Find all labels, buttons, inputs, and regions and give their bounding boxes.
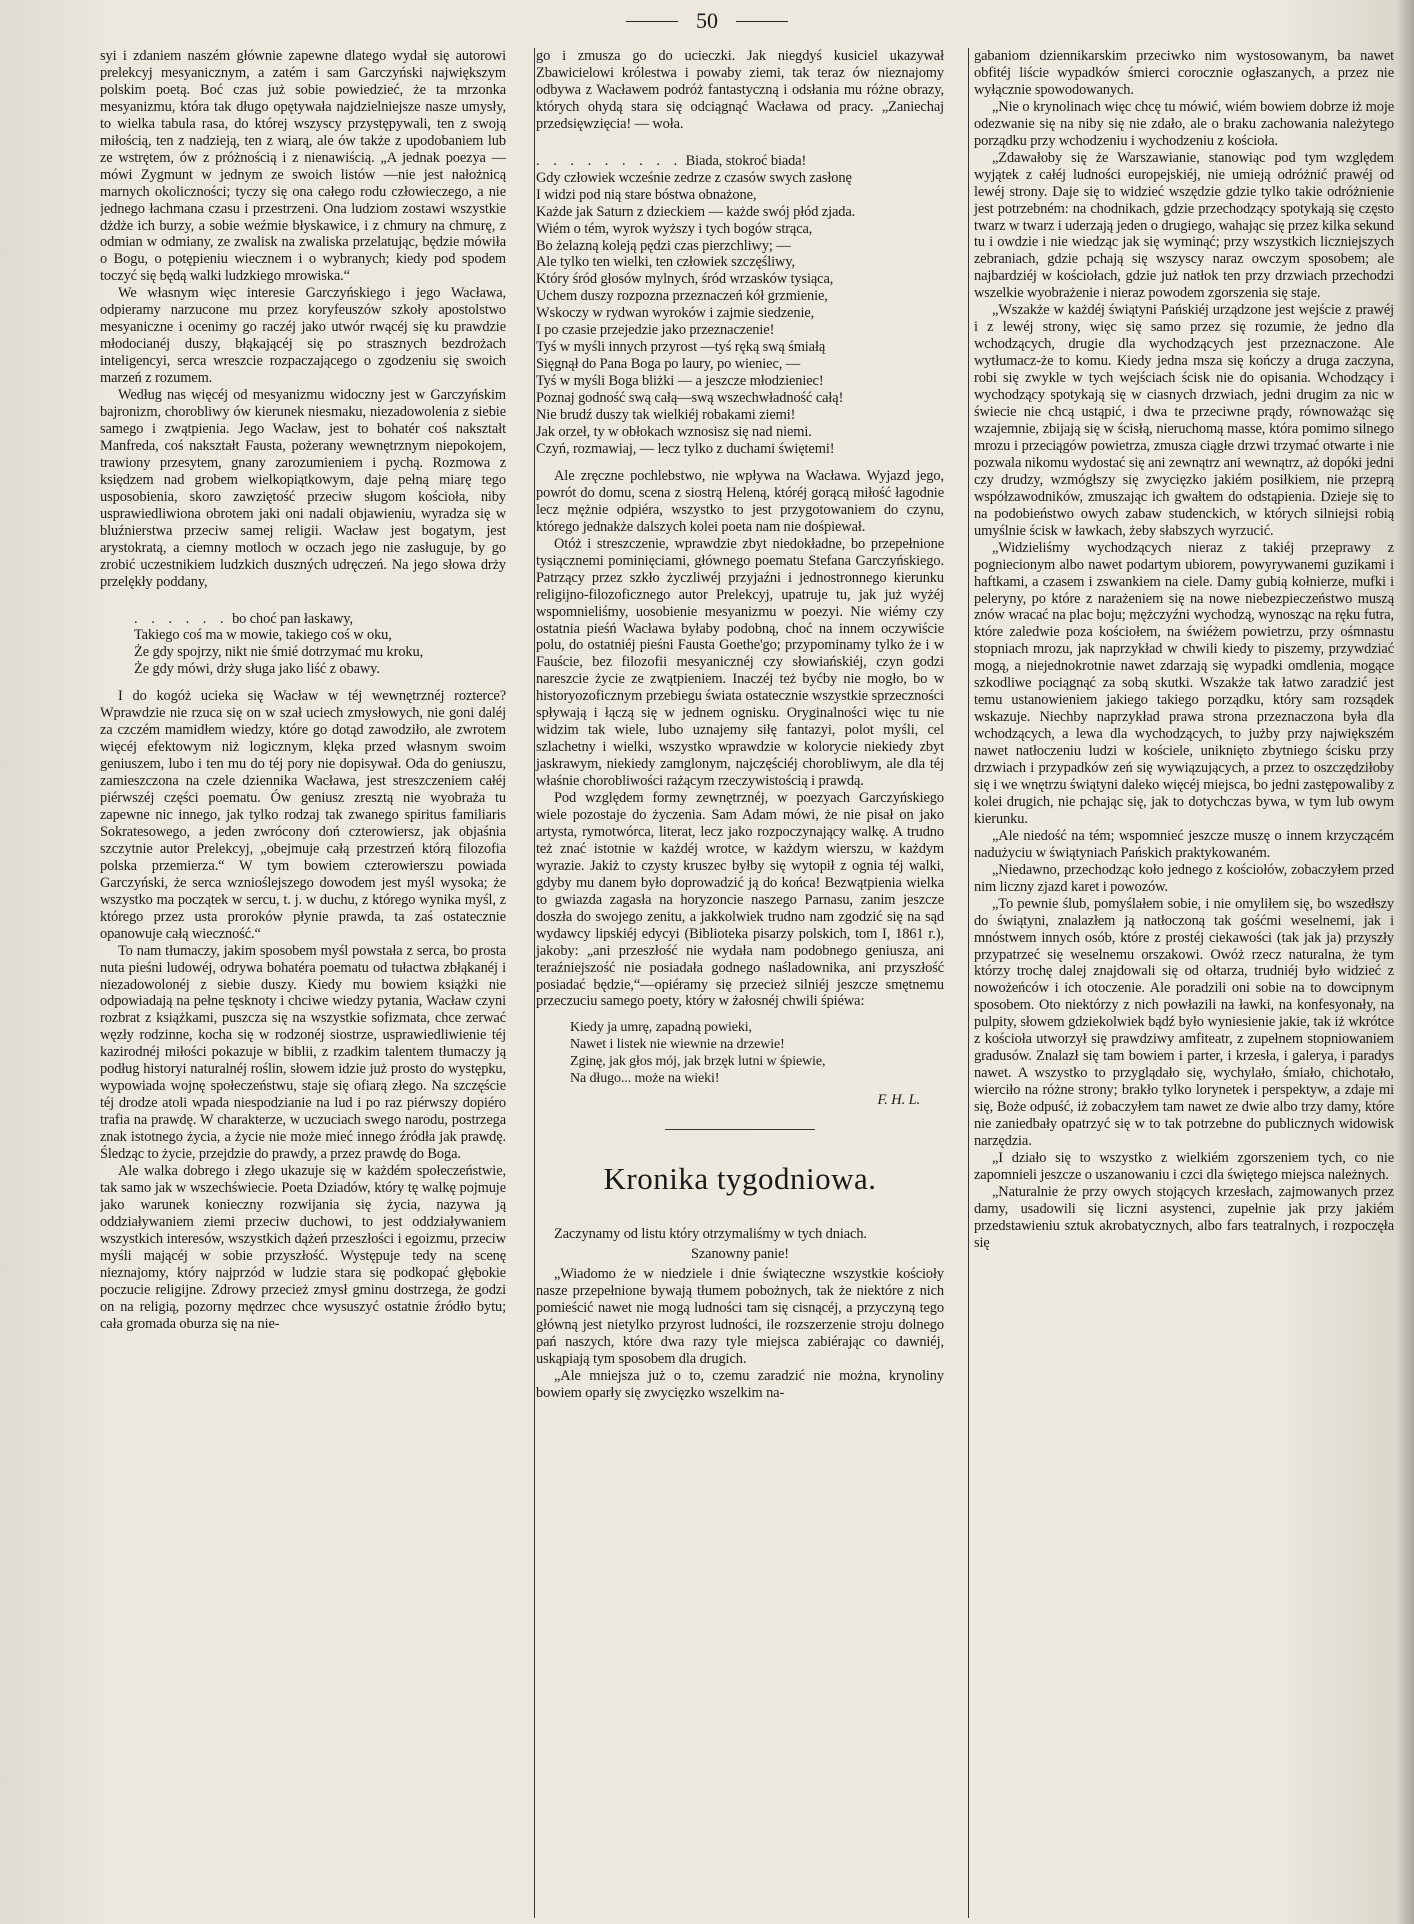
paragraph: We własnym więc interesie Garczyńskiego i jego Wacława, odpieramy narzucone mu przez koryfeuszów szkoły apostolstwo mesyaniczne i ocenimy go raczéj jako utwór rwącéj się ku prawdzie młodocianéj duszy, błąkającéj się po strasznych bezdrożach inteligencyi, serca wreszcie rozpaczającego o zgodzeniu się swoich marzeń z rozumem. bbox=[100, 285, 506, 387]
verse-line: Tyś w myśli Boga bliżki — a jeszcze młodzieniec! bbox=[536, 373, 824, 390]
verse-line: Ale tylko ten wielki, ten człowiek szczęśliwy, bbox=[536, 254, 796, 271]
verse-line: Takiego coś ma w mowie, takiego coś w oku, bbox=[134, 627, 392, 644]
verse-line: Nawet i listek nie wiewnie na drzewie! bbox=[570, 1037, 785, 1053]
paragraph: „Ale mniejsza już o to, czemu zaradzić nie można, krynoliny bowiem oparły się zwycięzko wszelkim na- bbox=[536, 1367, 944, 1401]
verse-quote bbox=[536, 153, 944, 458]
paragraph: I do kogóż ucieka się Wacław w téj wewnętrznéj rozterce? Wprawdzie nie rzuca się on w szał uciech zmysłowych, nie goni daléj za czczém mamidłem wiedzy, które go dotąd zawodziło, ale zwrotem więcéj efektowym niż logicznym, klęka przed własnym swoim geniuszem, lubo i ten mu do téj pory nie dopisywał. Oda do geniuszu, zamieszczona na czele dziennika Wacława, jest streszczeniem całéj piérwszéj części poematu. Ów geniusz zresztą nie wyobraża tu zapewne nic innego, jak tylko rodzaj tak zwanego spiritus familiaris Sokratesowego, a jeden zwrócony doń czterowiersz, jak objaśnia szczytnie autor Prelekcyj, „obejmuje całą przestrzeń którą filozofia polska przemierza.“ W tym bowiem czterowierszu powiada Garczyński, że serca wznioślejszego dowodem jest myśl wysoka; że wszystko ma początek w sercu, t. j. w duchu, z którego wynika myśl, z którego przez usta proroków płynie prawda, ta zaś ostatecznie opanowuje całą wieczność.“ bbox=[100, 688, 506, 942]
verse-line: I widzi pod nią stare bóstwa obnażone, bbox=[536, 186, 757, 203]
verse-line: Jak orzeł, ty w obłokach wznosisz się nad niemi. bbox=[536, 424, 812, 441]
paragraph: Pod względem formy zewnętrznéj, w poezyach Garczyńskiego wiele pozostaje do życzenia. Sam Adam mówi, że nie pisał on jako artysta, rymotwórca, literat, lecz jako rozpoczynający walkę. A trudno też znać istotnie w każdéj wrotce, w każdym wierszu, w każdym wyrazie. Jakiż to czysty kruszec byłby się wytopił z ognia téj walki, gdyby mu danem było doprowadzić ją do końca! Bezwątpienia wielka to gwiazda zagasła na horyzoncie naszego Parnasu, zanim jeszcze doszła do swojego zenitu, a jakkolwiek trudno nam zgodzić się na sąd wydawcy lipskiéj edycyi (Biblioteka pisarzy polskich, tom I, 1861 r.), jakoby: „ani przeszłość nie wydała nam podobnego geniusza, ani teraźniejszość nie posiadała godnego naśladownika, ani przyszłość posiadać będzie,“—opiéramy się przecież silniéj jeszcze smętnemu przeczuciu samego poety, który w żałosnéj chwili śpiéwa: bbox=[536, 790, 944, 1010]
paragraph: „Nie o krynolinach więc chcę tu mówić, wiém bowiem dobrze iż moje odezwanie się na niby się nie zdało, ale o braku zachowania należytego porządku przy wchodzeniu i wychodzeniu z kościoła. bbox=[974, 98, 1394, 149]
verse-line: Uchem duszy rozpozna przeznaczeń kół grzmienie, bbox=[536, 288, 828, 305]
paragraph: „Wszakże w każdéj świątyni Pańskiéj urządzone jest wejście z prawéj i z lewéj strony, więc się samo przez się rozumie, że jedno dla wchodzących, drugie dla wychodzących jest przeznaczone. Ale wytłumacz-że to komu. Kiedy jedna msza się kończy a druga zaczyna, robi się zwykle w tych wejściach ścisk nie do opisania. Wchodzący i wychodzący spotykają się w ciasnych drzwiach, jedni drugim za nic w świecie nie chcą ustąpić, i dwa te przeciwne prądy, równoważąc się wzajemnie, zbijają się w ścisłą, nieruchomą masse, która pomimo silnego mrozu i przeciągów powietrza, zmusza ciągłe drzwi trzymać otwarte i nie pozwala nikomu wydostać się ani zewnątrz ani wewnątrz, aż dopóki jedni czy drudzy, wzmógłszy się zwycięzko jakiém posiłkiem, nie przeprą współzawodników, zmuszając ich gwałtem do odstąpienia. Dzieje się to na podobieństwo owych zabaw studenckich, w których silniejsi robią umyślnie ścisk w ławkach, żeby słabszych wyrzucić. bbox=[974, 302, 1394, 539]
verse-line: . . . . . . . . . Biada, stokroć biada! bbox=[536, 152, 807, 169]
paragraph: Ale walka dobrego i złego ukazuje się w każdém społeczeństwie, tak samo jak w wszechświecie. Poeta Dziadów, który tę walkę pojmuje jako warunek konieczny rozwijania się życia, nazywa ją oddziaływaniem ziemi przeciw duchowi, to jest oddziaływaniem wszystkich interesów, wszystkich dążeń przeszłości i egoizmu, przeciw myśli mającéj w sobie przyszłość. Występuje tedy na scenę nieznajomy, który najprzód w ludzie stara się podkopać głębokie poczucie religijne. Zdrowy przecież zmysł gminu dostrzega, że godzi on na religią, pozorny mędrzec chce wysuszyć ostatnie źródło bytu; cała gromada oburza się na nie- bbox=[100, 1163, 506, 1332]
verse-line: Czyń, rozmawiaj, — lecz tylko z duchami świętemi! bbox=[536, 440, 835, 457]
verse-line: Że gdy spojrzy, nikt nie śmié dotrzymać mu kroku, bbox=[134, 644, 424, 661]
verse-line: Nie brudź duszy tak wielkiéj robakami ziemi! bbox=[536, 407, 796, 424]
paragraph: „Niedawno, przechodząc koło jednego z kościołów, zobaczyłem przed nim liczny zjazd karet i powozów. bbox=[974, 861, 1394, 895]
author-signature: F. H. L. bbox=[877, 1092, 920, 1109]
header-rule-left bbox=[626, 21, 678, 22]
paragraph: „Zdawałoby się że Warszawianie, stanowiąc pod tym względem wyjątek z całéj ludności europejskiéj, nie umieją odróżnić prawéj od lewéj strony. Daje się to widzieć wszędzie gdzie tylko takie odróżnienie jest potrzebném: na chodnikach, gdzie przechodzący spotykają się często twarz w twarz i uderzają jeden o drugiego, wahając się przez kilka sekund tu i owdzie i nie wiedząc jak się wyminąć; przy wszystkich liczniejszych zebraniach, gdzie pchają się wszyscy naraz owczym sposobem; ale najbardziéj w kościołach, gdzie już natłok ten przy drzwiach przechodzi wszelkie wyobrażenie i nieraz powodem zgorszenia się staje. bbox=[974, 149, 1394, 302]
paragraph: „I działo się to wszystko z wielkiém zgorszeniem tych, co nie zapomnieli jeszcze o uszanowaniu i czci dla świętego miejsca należnych. bbox=[974, 1149, 1394, 1183]
paragraph: „Widzieliśmy wychodzących nieraz z takiéj przeprawy z pogniecionym albo nawet podartym ubiorem, powyrywanemi guzikami i haftkami, a czasem i zswankiem na ciele. Damy gubią kołnierze, mufki i peleryny, po które z narażeniem się na nowe niebezpieczeństwo muszą znów wracać na plac boju; mężczyźni wychodzą, wynosząc na ręku futra, które zaledwie poza kościołem, na świéżem powietrzu, przy ośmnastu stopniach mrozu, jak naprzykład w chwili kiedy to piszemy, przywdziać mogą, a niejednokrotnie nawet zdarzają się wypadki omdlenia, mogące szkodliwe pociągnąć za sobą skutki. Wszakże tak łatwo zaradzić jest temu ustanowieniem jakiego takiego porządku, który sam rozsądek wskazuje. Niechby naprzykład prawa strona przeznaczona była dla wchodzących, a lewa dla wychodzących, to jużby przy największém nawet natłoczeniu ludzi w kościele, uniknięto zbytniego ścisku przy drzwiach i przypadków zeń się wywiązujących, a przez to oszczędziłoby się i we wnętrzu świątyni daleko więcéj miejsca, bo jedni zastępowaliby z kolei drugich, nie pchając się, jak to dotychczas bywa, w tym lub owym kierunku. bbox=[974, 539, 1394, 827]
verse-line: Wskoczy w rydwan wyroków i zajmie siedzenie, bbox=[536, 305, 815, 322]
salutation: Szanowny panie! bbox=[690, 1246, 789, 1263]
verse-line: Tyś w myśli innych przyrost —tyś ręką swą śmiałą bbox=[536, 339, 826, 356]
paragraph: gabaniom dziennikarskim przeciwko nim wystosowanym, ba nawet obfitéj liście wypadków śmierci corocznie ogłaszanych, a przez nie wyłącznie spowodowanych. bbox=[974, 48, 1394, 98]
paragraph: go i zmusza go do ucieczki. Jak niegdyś kusiciel ukazywał Zbawicielowi królestwa i powaby ziemi, tak teraz ów nieznajomy odbywa z Wacławem podróż fantastyczną i odsłania mu różne obrazy, których ohydą stara się odciągnąć Wacława od pracy. „Zaniechaj przedsięwzięcia! — woła. bbox=[536, 48, 944, 132]
verse-line: Że gdy mówi, drży sługa jako liść z obawy. bbox=[134, 661, 380, 678]
verse-line: Wiém o tém, wyrok wyższy i tych bogów strąca, bbox=[536, 220, 813, 237]
paragraph: „Naturalnie że przy owych stojących krzesłach, zajmowanych przez damy, usadowili się liczni asystenci, zupełnie jak przy jakiém przedstawieniu sztuk akrobatycznych, albo fars teatralnych, i rozpoczęła się bbox=[974, 1183, 1394, 1251]
verse-line: Poznaj godność swą całą—swą wszechwładność całą! bbox=[536, 390, 844, 407]
page-number: 50 bbox=[696, 8, 718, 33]
column-1 bbox=[100, 48, 522, 1918]
column-3 bbox=[960, 48, 1394, 1918]
verse-line: Kiedy ja umrę, zapadną powieki, bbox=[570, 1020, 752, 1036]
verse-line: . . . . . . bo choć pan łaskawy, bbox=[134, 610, 354, 627]
verse-line: I po czasie przejedzie jako przeznaczenie! bbox=[536, 322, 775, 339]
verse-quote bbox=[134, 611, 506, 679]
poem-quote bbox=[570, 1020, 944, 1088]
page-edge-shadow bbox=[1396, 0, 1414, 1924]
verse-line: Który śród głosów mylnych, śród wrzasków tysiąca, bbox=[536, 271, 834, 288]
paragraph: Ale zręczne pochlebstwo, nie wpływa na Wacława. Wyjazd jego, powrót do domu, scena z siostrą Heleną, któréj gorącą miłość łagodnie lecz mężnie odpiéra, wszystko to jest przygotowaniem do czynu, którego jednakże dalszych kolei poeta nam nie dośpiewał. bbox=[536, 467, 944, 535]
paragraph: syi i zdaniem naszém głównie zapewne dlatego wydał się autorowi prelekcyj mesyanicznym, a zatém i sam Garczyński największym polskim poetą. Boć czas już sobie powiedzieć, że ta mrzonka mesyanizmu, która tak długo opętywała najdzielniejsze nasze umysły, to wielka tabula rasa, do której wszyscy przystępywali, ten z swoją miłością, ten z nadzieją, ten z wiarą, ale ów także z upodobaniem lub ze wstrętem, ów z próżnością i z nienawiścią. „A jednak poezya — mówi Zygmunt w jednym ze swoich listów —nie jest nałożnicą marnych okoliczności; tyczy się ona całego rodu człowieczego, a nie jednego łachmana czasu i przestrzeni. Ona ludziom zostawi wszystkie dżdże ich burzy, a sobie weźmie błyskawice, i z chmury na chmurę, z odmian w odmiany, ze zwalisk na zwaliska przelatując, będzie mówiła o Bogu, o potępieniu wiecznem i o wybranych; kiedy pod spodem toczyć się będą walki ludzkiego mrowiska.“ bbox=[100, 48, 506, 285]
verse-line: Zginę, jak głos mój, jak brzęk lutni w śpiewie, bbox=[570, 1054, 826, 1070]
page-header bbox=[0, 8, 1414, 34]
column-2 bbox=[522, 48, 960, 1918]
section-title: Kronika tygodniowa. bbox=[603, 1161, 877, 1197]
paragraph: Zaczynamy od listu który otrzymaliśmy w tych dniach. bbox=[554, 1226, 867, 1243]
verse-line: Sięgnął do Pana Boga po laury, po wieniec, — bbox=[536, 356, 801, 373]
section-divider bbox=[665, 1129, 815, 1130]
verse-line: Gdy człowiek wcześnie zedrze z czasów swych zasłonę bbox=[536, 169, 852, 186]
paragraph: „To pewnie ślub, pomyślałem sobie, i nie omyliłem się, bo wszedłszy do świątyni, znalazłem ją natłoczoną tak gośćmi weselnemi, jak i mnóstwem innych osób, które z prostéj ciekawości (tak jak ja) przyszły przypatrzeć się weselnemu orszakowi. Owóż rzecz naturalna, że tym którzy trochę dalej znajdowali się od ołtarza, trudniéj było widzieć z nowożeńców i ich otoczenie. Ale poradzili oni sobie na to dowcipnym sposobem. Oto niektórzy z nich powłazili na ławki, na konfesyonały, na pulpity, słowem gdziekolwiek bądź było wyniesienie jakie, tak iż wkrótce z kościoła utworzył się prawdziwy amfiteatr, z zupełnem stopniowaniem gradusów. Znalazł się tam bowiem i parter, i krzesła, i galerya, i paradys nawet. A wszystko to przyglądało się, wychylało, śmiało, chichotało, wierciło na różne strony; brakło tylko lorynetek i perspektyw, a zdaje mi się, Boże odpuść, iż zobaczyłem tam nawet ze dwie albo trzy damy, które nie zaniedbały opatrzyć się w to tak potrzebne do publicznych widowisk narzędzia. bbox=[974, 895, 1394, 1149]
paragraph: „Wiadomo że w niedziele i dnie świąteczne wszystkie kościoły nasze przepełnione bywają tłumem pobożnych, tak że niektóre z nich pomieścić nawet nie mogą ludności tam się cisnącéj, a przyczyną tego główną jest nietylko przyrost ludności, ile rozszerzenie stroju dolnego pań naszych, które dwa razy tyle miejsca zabiérając co dawniéj, uskąpiają tym sposobem dla drugich. bbox=[536, 1266, 944, 1367]
paragraph: Według nas więcéj od mesyanizmu widoczny jest w Garczyńskim bajronizm, chorobliwy ów kierunek niesmaku, niezadowolenia z siebie samego i zwątpienia. Jego Wacław, jest to bohatér coś nakształt Manfreda, coś nakształt Fausta, pożerany wewnętrznym niepokojem, trawiony przesytem, gnany zarozumieniem i pychą. Rozmowa z księdzem nad grobem wielkopiątkowym, daje pełną miarę tego usposobienia, skoro zawziętość przeciw sługom kościoła, niby usprawiedliwiona obrotem jaki oni nadali objawieniu, wyradza się w bluźnierstwa przeciw samej religii. Wacław jest bogatym, jest arystokratą, a ciemny motloch w oczach jego nie zasługuje, by go zrobić uczestnikiem ludzkich duszných udręczeń. Na jego słowa drży przelękły poddany, bbox=[100, 387, 506, 590]
verse-line: Bo żelazną koleją pędzi czas pierzchliwy; — bbox=[536, 237, 791, 254]
verse-line: Każde jak Saturn z dzieckiem — każde swój płód zjada. bbox=[536, 203, 856, 220]
paragraph: „Ale niedość na tém; wspomnieć jeszcze muszę o innem krzyczącém nadużyciu w świątyniach Pańskich praktykowaném. bbox=[974, 827, 1394, 861]
verse-line: Na długo... może na wieki! bbox=[570, 1071, 720, 1087]
header-rule-right bbox=[736, 21, 788, 22]
paragraph: To nam tłumaczy, jakim sposobem myśl powstała z serca, bo prosta nuta pieśni ludowéj, odrywa bohatéra poematu od tułactwa zbłąkanéj i niezadowolonéj z siebie duszy. Kiedy mu bowiem książki nie odpowiadają na pełne tęsknoty i chciwe wiedzy pytania, Wacław czyni rozbrat z książkami, puszcza się na wszystkie sofizmata, chce zerwać węzły rodzinne, kocha się w rodzonéj siostrze, usprawiedliwienie téj kazirodnéj miłości pokazuje w biblii, z rzadkim talentem tłumaczy ją podług historyi naturalnéj roślin, słowem idzie już prosto do występku, wypowiada wojnę społeczeństwu, staje się ofiarą złego. Na szczęście téj drodze atoli wpada niespodzianie na lud i po raz piérwszy dopiéro trafia na prawdę. W charakterze, w uczuciach swego narodu, postrzega znak istotnego życia, a życie nie może mieć innego źródła jak prawdę. Śledząc to życie, przejdzie do prawdy, a przez prawdę do Boga. bbox=[100, 942, 506, 1163]
paragraph: Otóż i streszczenie, wprawdzie zbyt niedokładne, bo przepełnione tysiącznemi pominięciami, głównego poematu Stefana Garczyńskiego. Patrzący przez szkło życzliwéj przyjaźni i jednostronnego kierunku religijno-filozoficznego autor Prelekcyj, upatruje tu, jak już wyżéj wspomnieliśmy, uosobienie mesyanizmu w poezyi. Nie wiémy czy ostatnia pieśń Wacława byłaby podobną, choć na innem oczywiście polu, do ostatniéj pieśni Fausta Goethe'go; przypominamy tylko że i w Fauście, bez filozofii mesyanicznéj czy słowiańskiéj, czyn godzi nareszcie życie ze zwątpieniem. Inaczéj też byćby nie mogło, bo w historyozoficznym przebiegu świata ostatecznie wszystkie sprzeczności spływają i łączą się w jednem ognisku. Oryginalności więc tu nie widzim tak wiele, lubo uznajemy siłę fantazyi, polot myśli, cel szlachetny i wielki, wszystko wprawdzie w kolorycie niekiedy zbyt jaskrawym, niekiedy zamglonym, najczęściéj chorobliwym, ale dla téj właśnie chorobliwości rażącym rzeczywistością i prawdą. bbox=[536, 535, 944, 790]
text-columns bbox=[100, 48, 1400, 1918]
